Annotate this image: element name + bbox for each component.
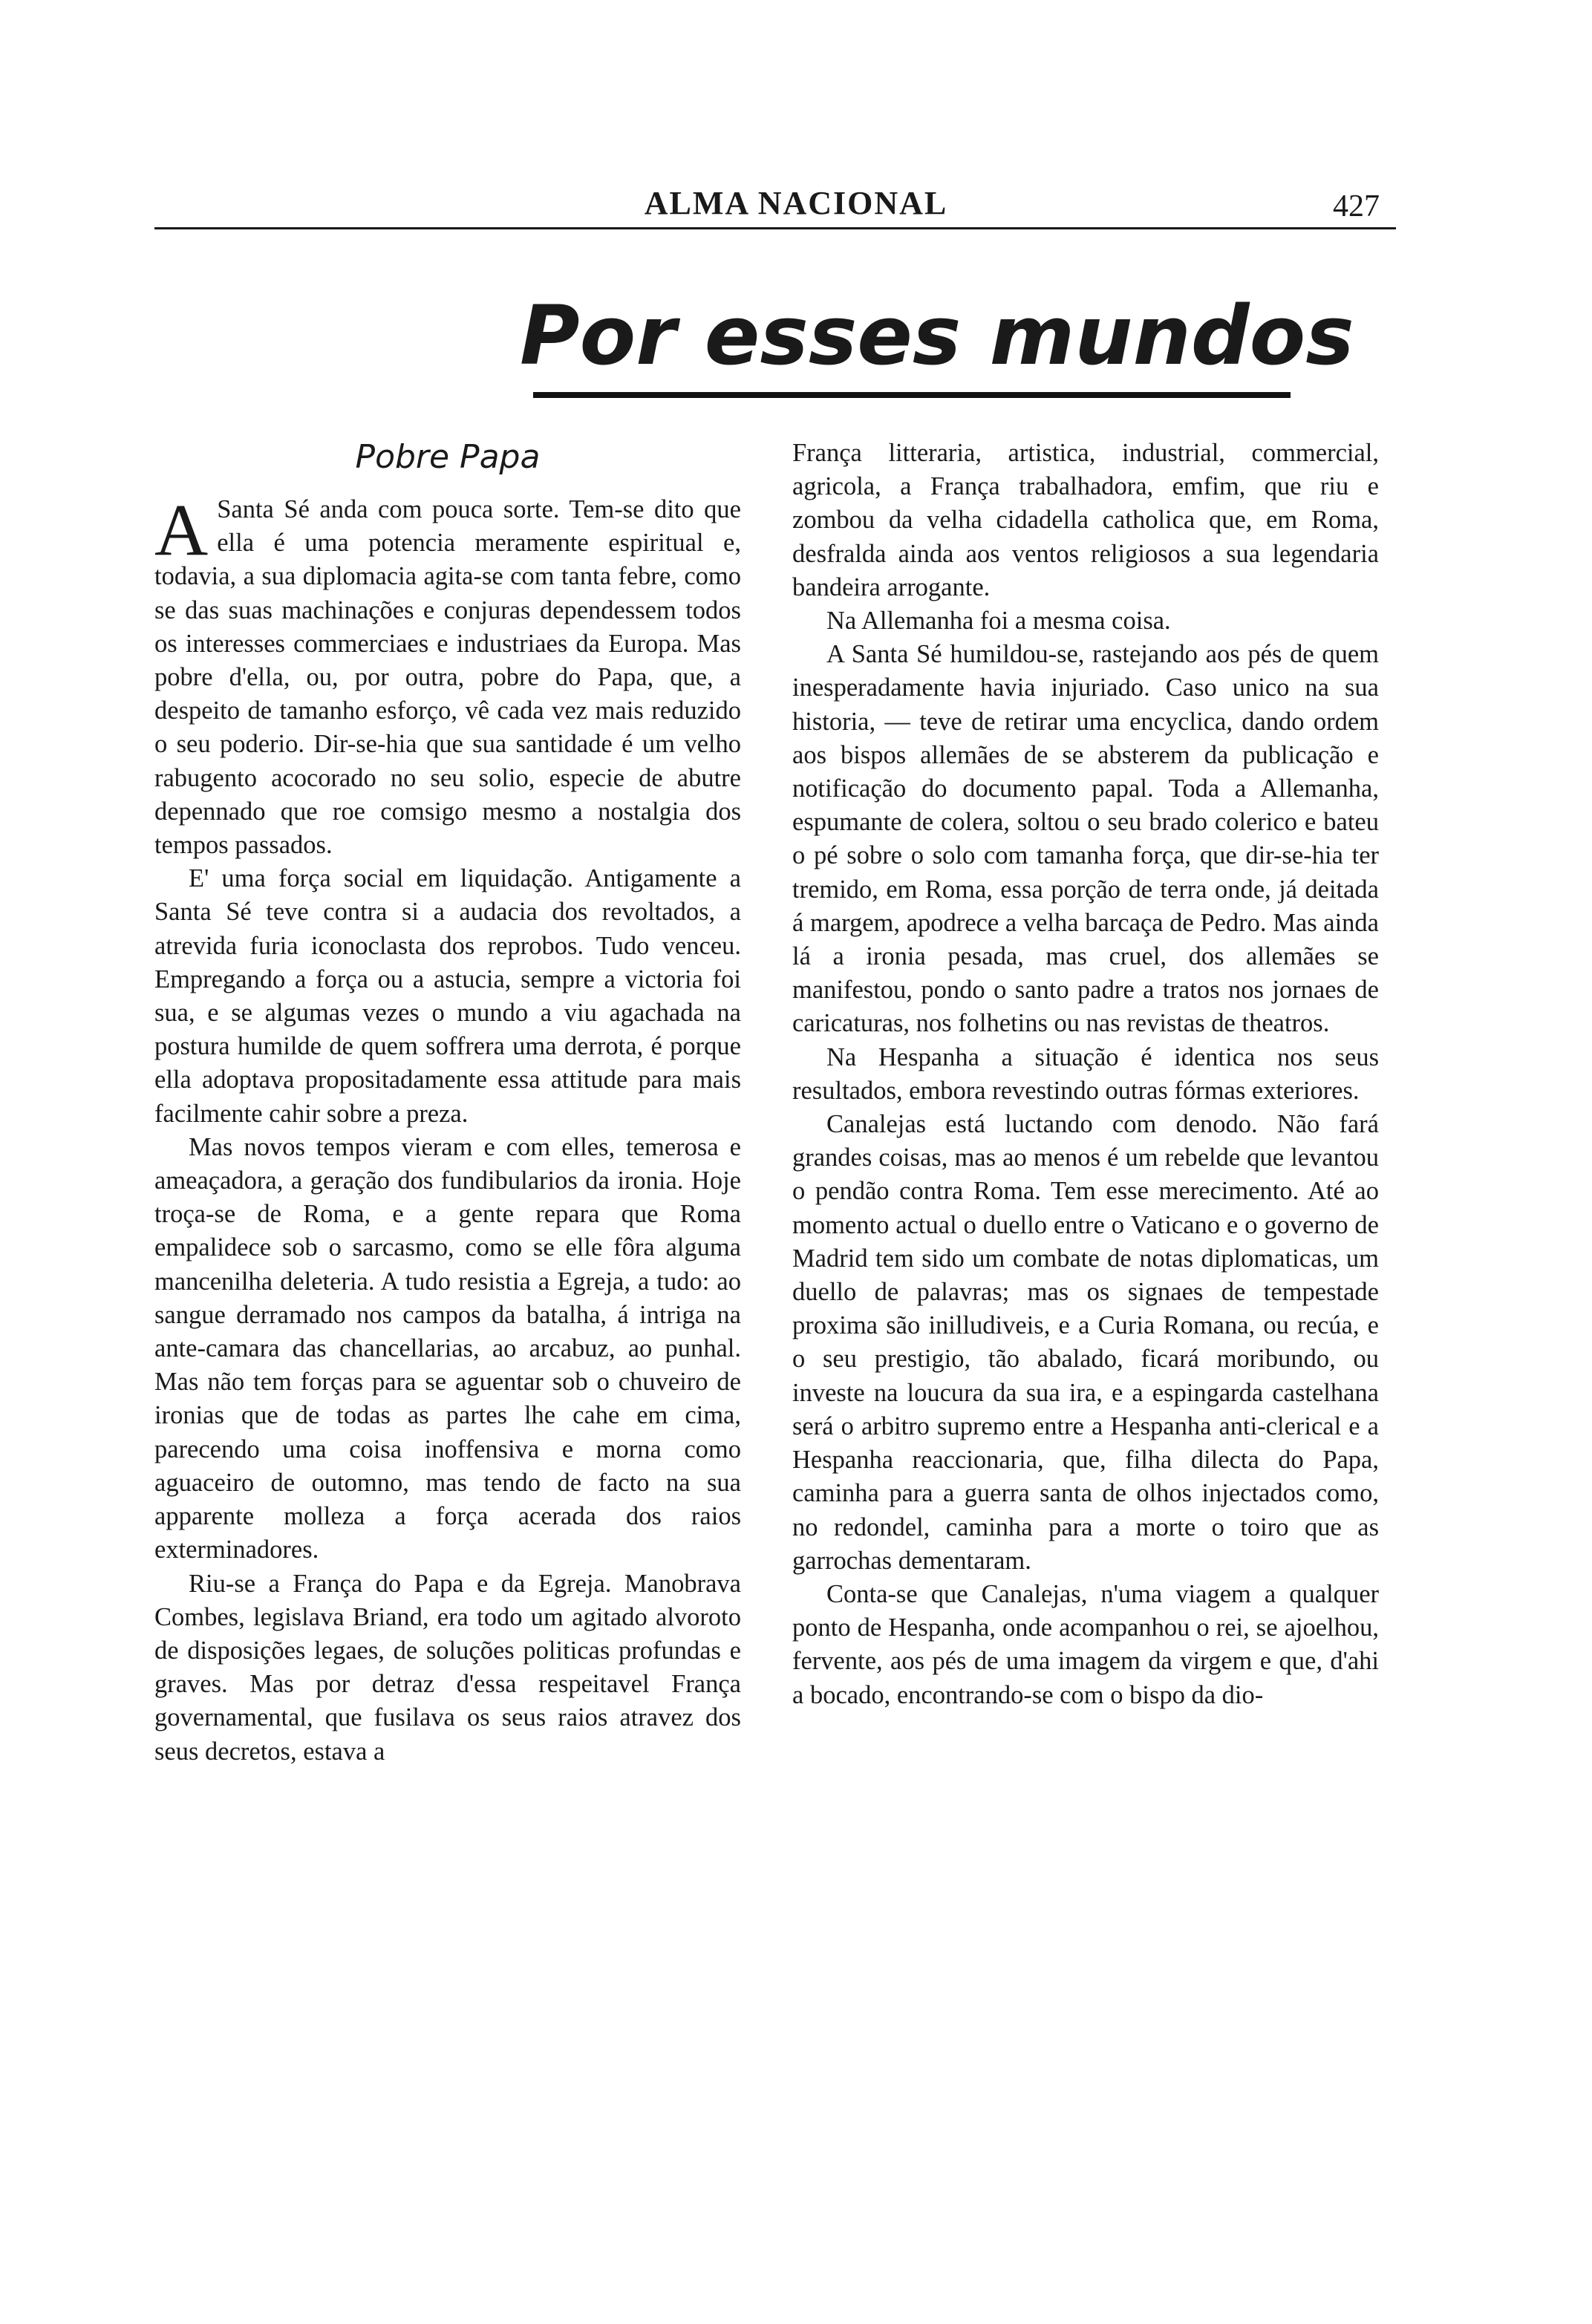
paragraph: Canalejas está luctando com denodo. Não fará grandes coisas, mas ao menos é um rebelde que levantou o pendão contra Roma. Tem esse merecimento. Até ao momento actual o duello entre o Vaticano e o governo de Madrid tem sido um combate de notas diplomaticas, um duello de palavras; mas os signaes de tempestade proxima são inilludiveis, e a Curia Romana, ou recúa, e o seu prestigio, tão abalado, ficará moribundo, ou investe na loucura da sua ira, e a espingarda castelhana será o arbitro supremo entre a Hespanha anti-clerical e a Hespanha reaccionaria, que, filha dilecta do Papa, caminha para a guerra santa de olhos injectados como, no redondel, caminha para a morte o toiro que as garrochas dementaram. [792,1110,1379,1575]
paragraph [154,489,741,862]
paragraph-text: Santa Sé anda com pouca sorte. Tem-se dito que ella é uma potencia meramente espiritual e, todavia, a sua diplomacia agita-se com tanta febre, como se das suas machinações e conjuras dependessem todos os interesses commerciaes e industriaes da Europa. Mas pobre d'ella, ou, por outra, pobre do Papa, que, a despeito de tamanho esforço, vê cada vez mais reduzido o seu poderio. Dir-se-hia que sua santidade é um velho rabugento acocorado no seu solio, especie de abutre depennado que roe comsigo mesmo a nostalgia dos tempos passados. [154,495,741,860]
paragraph: Riu-se a França do Papa e da Egreja. Manobrava Combes, legislava Briand, era todo um agitado alvoroto de disposições legaes, de soluções politicas profundas e graves. Mas por detraz d'essa respeitavel França governamental, que fusilava os seus raios atravez dos seus decretos, estava a [154,1569,741,1766]
right-column [792,437,1379,1712]
left-column [154,437,741,1769]
article-heading: Pobre Papa [355,438,541,476]
section-title: Por esses mundos [520,288,1354,383]
paragraph: E' uma força social em liquidação. Antigamente a Santa Sé teve contra si a audacia dos revoltados, a atrevida furia iconoclasta dos reprobos. Tudo venceu. Empregando a força ou a astucia, sempre a victoria foi sua, e se algumas vezes o mundo a viu agachada na postura humilde de quem soffrera uma derrota, é porque ella adoptava propositadamente essa attitude para mais facilmente cahir sobre a preza. [154,864,741,1128]
paragraph: Mas novos tempos vieram e com elles, temerosa e ameaçadora, a geração dos fundibularios da ironia. Hoje troça-se de Roma, e a gente repara que Roma empalidece sob o sarcasmo, como se elle fôra alguma mancenilha deleteria. A tudo resistia a Egreja, a tudo: ao sangue derramado nos campos da batalha, á intriga na ante-camara das chancellarias, ao arcabuz, ao punhal. Mas não tem forças para se aguentar sob o chuveiro de ironias que de todas as partes lhe cahe em cima, parecendo uma coisa inoffensiva e morna como aguaceiro de outomno, mas tendo de facto na sua apparente molleza a força acerada dos raios exterminadores. [154,1132,741,1564]
paragraph: Na Hespanha a situação é identica nos seus resultados, embora revestindo outras fórmas exteriores. [792,1042,1379,1105]
page-number: 427 [1333,189,1380,223]
journal-title: ALMA NACIONAL [644,185,948,221]
drop-cap: A [154,489,209,571]
section-title-rule [533,392,1291,398]
paragraph: Na Allemanha foi a mesma coisa. [826,607,1171,636]
paragraph: França litteraria, artistica, industrial, commercial, agricola, a França trabalhadora, emfim, que riu e zombou da velha cidadella catholica que, em Roma, desfralda ainda aos ventos religiosos a sua legendaria bandeira arrogante. [792,439,1379,601]
paragraph: A Santa Sé humildou-se, rastejando aos pés de quem inesperadamente havia injuriado. Caso unico na sua historia, — teve de retirar uma encyclica, dando ordem aos bispos allemães de se absterem da publicação e notificação do documento papal. Toda a Allemanha, espumante de colera, soltou o seu brado colerico e bateu o pé sobre o solo com tamanha força, que dir-se-hia ter tremido, em Roma, essa porção de terra onde, já deitada á margem, apodrece a velha barcaça de Pedro. Mas ainda lá a ironia pesada, mas cruel, dos allemães se manifestou, pondo o santo padre a tratos nos jornaes de caricaturas, nos folhetins ou nas revistas de theatros. [792,640,1379,1038]
paragraph: Conta-se que Canalejas, n'uma viagem a qualquer ponto de Hespanha, onde acompanhou o rei, se ajoelhou, fervente, aos pés de uma imagem da virgem e que, d'ahi a bocado, encontrando-se com o bispo da dio- [792,1579,1379,1709]
header-rule [154,227,1396,229]
